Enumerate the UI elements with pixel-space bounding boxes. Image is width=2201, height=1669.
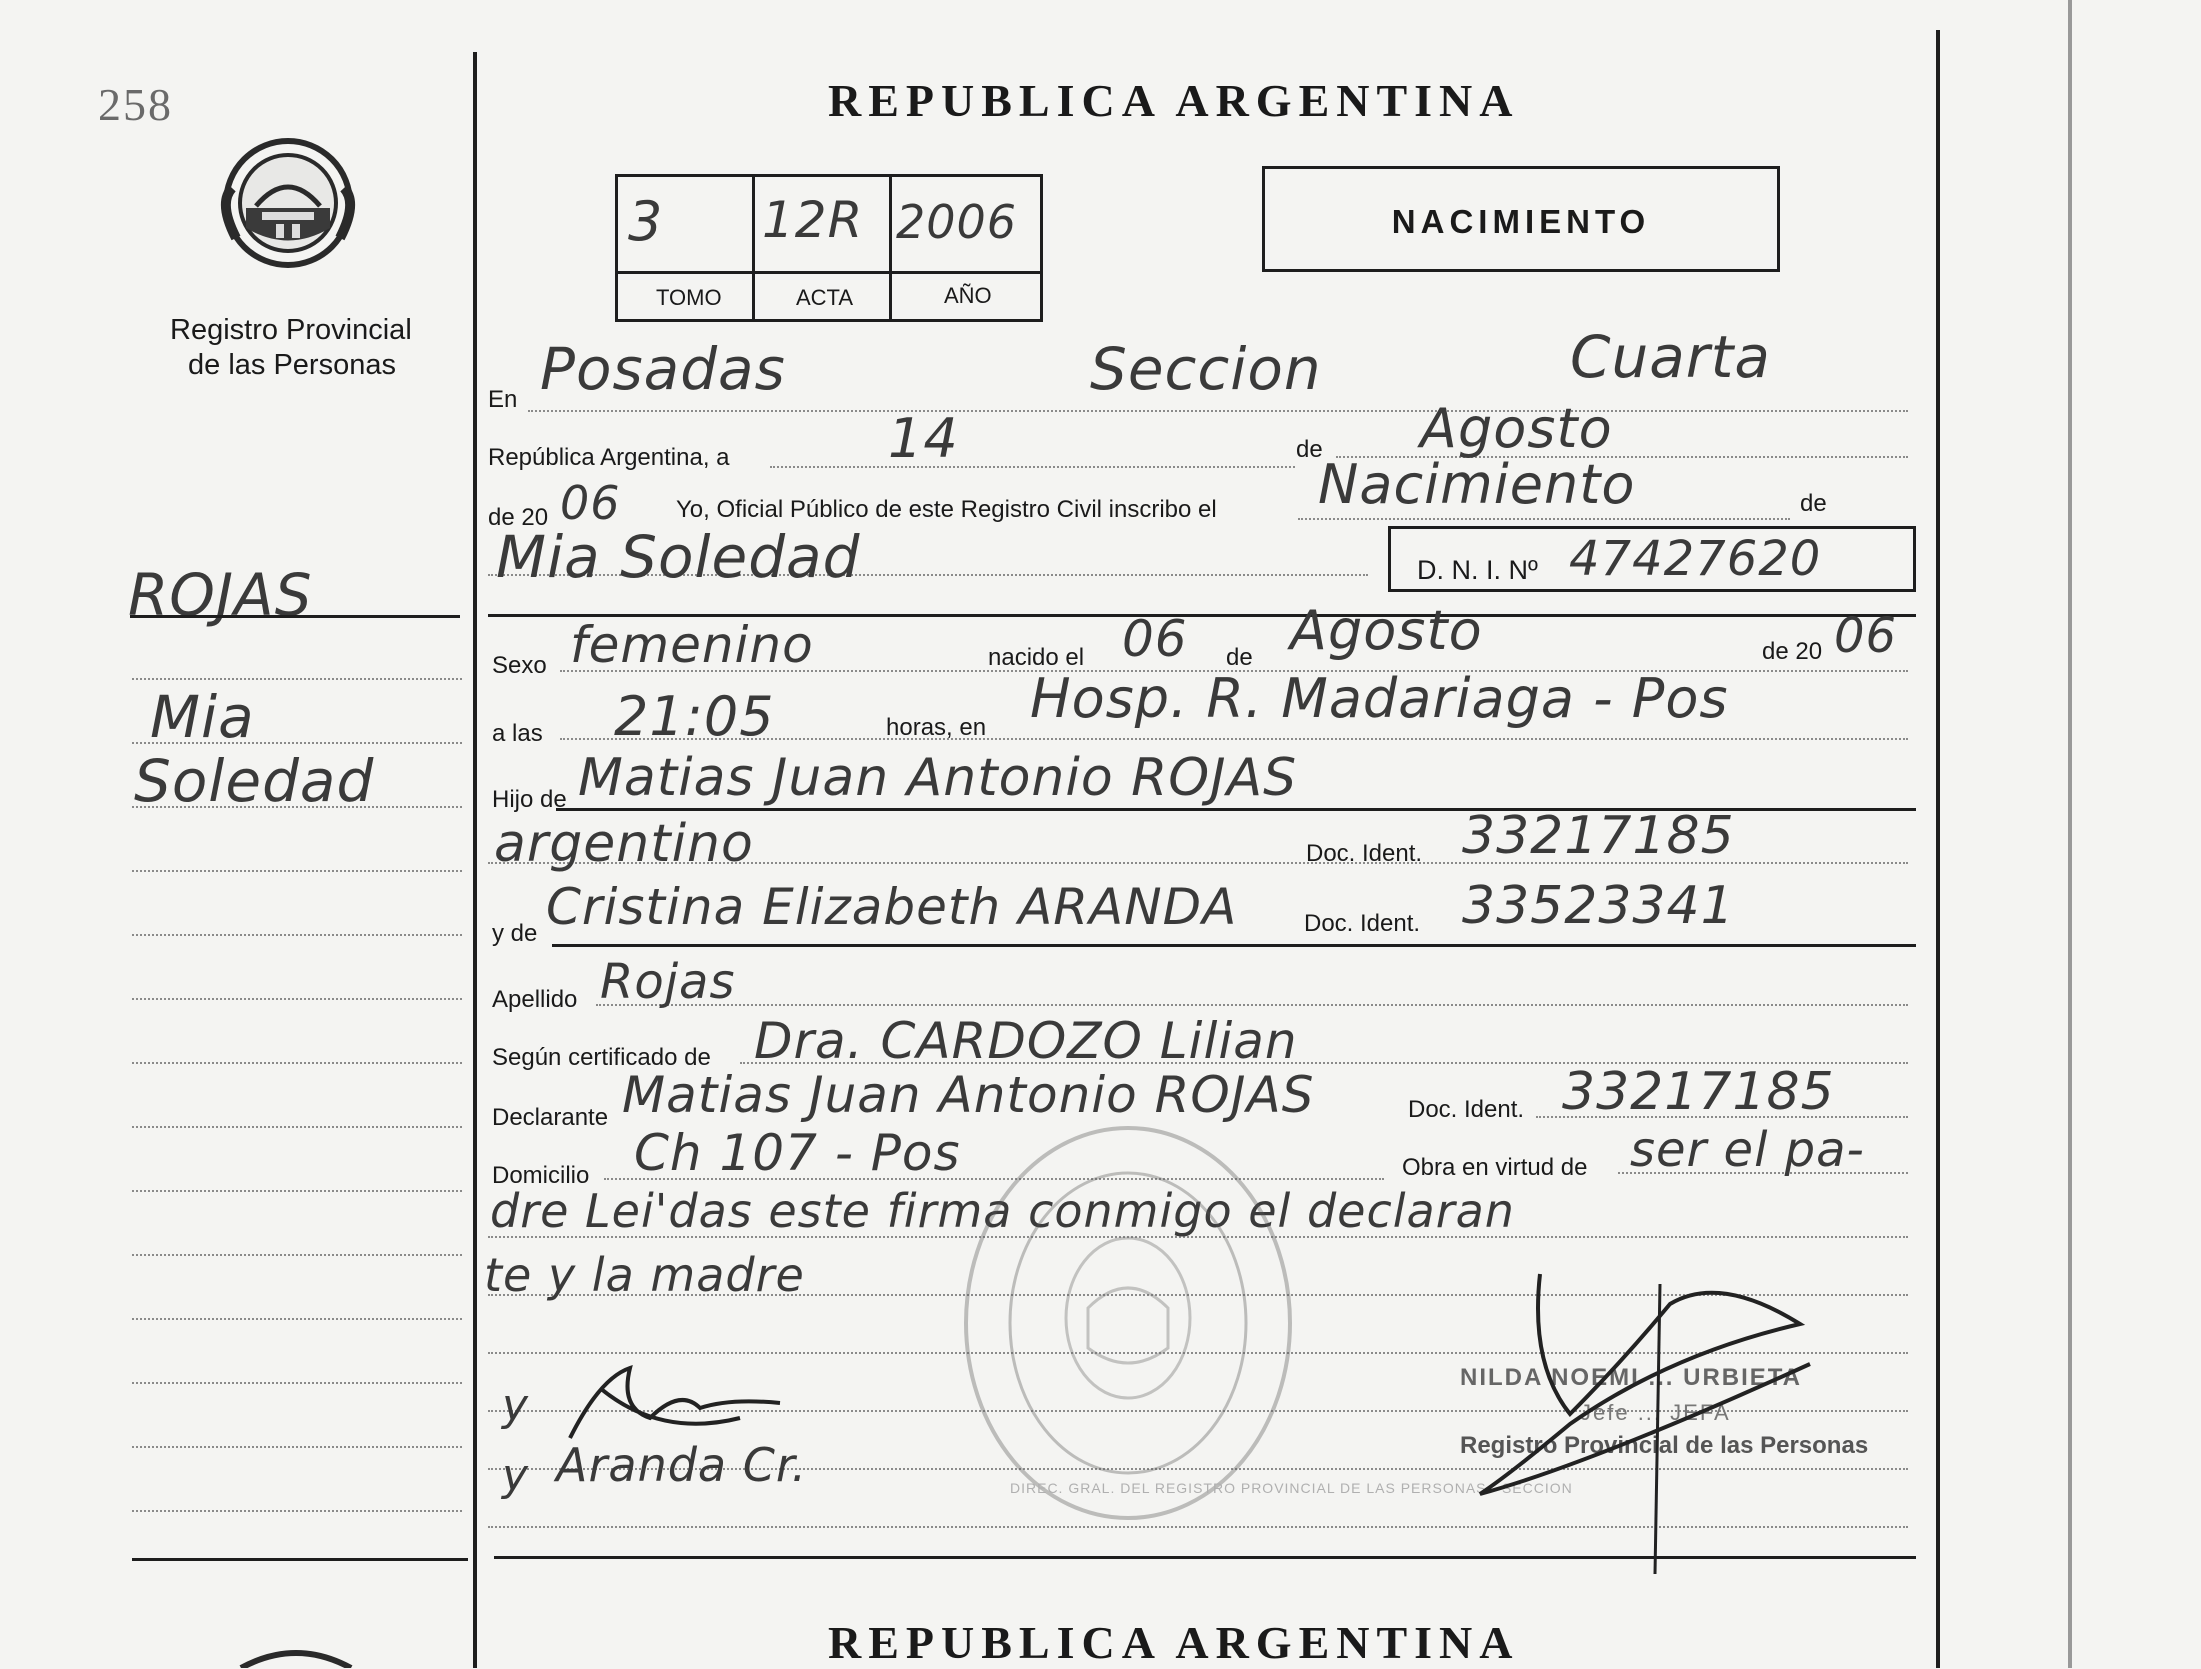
certificado-label: Según certificado de — [492, 1044, 711, 1071]
anio-label: AÑO — [944, 283, 992, 308]
yo-label: Yo, Oficial Público de este Registro Civil inscribo el — [676, 496, 1217, 523]
certificado-value: Dra. CARDOZO Lilian — [754, 1012, 1298, 1070]
registry-stamp-icon — [958, 1118, 1298, 1528]
dni-box — [1388, 526, 1916, 592]
page-edge — [2068, 0, 2072, 1668]
sexo-value: femenino — [570, 616, 814, 674]
margin-dotted-rule — [132, 678, 462, 680]
margin-dotted-rule — [132, 934, 462, 936]
header-title: REPUBLICA ARGENTINA — [828, 75, 1520, 126]
margin-rule — [130, 615, 460, 618]
provincial-seal-icon — [218, 128, 358, 278]
margin-dotted-rule — [132, 1318, 462, 1320]
republica-label: República Argentina, a — [488, 444, 730, 471]
de-label-3: de — [1226, 644, 1253, 671]
apellido-value: Rojas — [600, 954, 736, 1010]
margin-dotted-rule — [132, 1190, 462, 1192]
margin-dotted-rule — [132, 742, 462, 744]
obra-label: Obra en virtud de — [1402, 1154, 1588, 1181]
sexo-label: Sexo — [492, 652, 547, 679]
declarante-doc: 33217185 — [1562, 1062, 1835, 1122]
nacido-dia: 06 — [1122, 610, 1188, 668]
dni-value: 47427620 — [1569, 531, 1822, 587]
page-number: 258 — [98, 79, 173, 130]
official-signature-icon — [1470, 1244, 1870, 1584]
record-id-box — [615, 174, 1043, 322]
declarante-label: Declarante — [492, 1104, 609, 1131]
domicilio-value: Ch 107 - Pos — [634, 1124, 961, 1182]
margin-dotted-rule — [132, 870, 462, 872]
footer-title: REPUBLICA ARGENTINA — [828, 1617, 1520, 1668]
margin-name-line2: Soledad — [134, 747, 375, 815]
margin-dotted-rule — [132, 1446, 462, 1448]
en-value: Posadas — [540, 335, 786, 403]
mes-value: Agosto — [1420, 397, 1613, 460]
apellido-label: Apellido — [492, 986, 578, 1013]
cuarta-value: Cuarta — [1570, 323, 1771, 391]
margin-dotted-rule — [132, 1382, 462, 1384]
hora-value: 21:05 — [614, 685, 775, 748]
obra-value: ser el pa- — [1630, 1122, 1865, 1178]
declarante-doc-label: Doc. Ident. — [1408, 1096, 1525, 1123]
nacido-anio: 06 — [1834, 608, 1898, 664]
dni-label: D. N. I. Nº — [1417, 555, 1538, 585]
right-border — [1936, 30, 1940, 1668]
margin-bottom-rule — [132, 1558, 468, 1561]
nombre-value: Mia Soledad — [496, 523, 861, 591]
margin-dotted-rule — [132, 1062, 462, 1064]
nacido-label: nacido el — [988, 644, 1085, 671]
padre-value: Matias Juan Antonio ROJAS — [578, 748, 1298, 808]
signature-1-mark: y — [502, 1380, 530, 1431]
official-org: Registro Provincial de las Personas — [1460, 1432, 1869, 1459]
margin-surname: ROJAS — [128, 561, 313, 629]
anio-value: 2006 — [896, 195, 1018, 249]
registry-name-line2: de las Personas — [188, 349, 396, 381]
official-name: NILDA NOEMI ... URBIETA — [1460, 1364, 1802, 1391]
madre-doc-label: Doc. Ident. — [1304, 910, 1421, 937]
observaciones-line2: te y la madre — [484, 1248, 805, 1302]
declarante-value: Matias Juan Antonio ROJAS — [622, 1066, 1315, 1124]
acta-value: 12R — [762, 191, 864, 249]
de20-label-2: de 20 — [1762, 638, 1823, 665]
lugar-value: Hosp. R. Madariaga - Pos — [1030, 667, 1729, 730]
margin-dotted-rule — [132, 1254, 462, 1256]
margin-dotted-rule — [132, 806, 462, 808]
anio-field-value: 06 — [560, 476, 621, 530]
seccion-value: Seccion — [1090, 335, 1322, 403]
record-type-box — [1262, 166, 1780, 272]
de-label: de — [1296, 436, 1323, 463]
tomo-value: 3 — [628, 190, 664, 253]
alas-label: a las — [492, 720, 543, 747]
left-column-border — [473, 52, 477, 1668]
stamp-text: DIREC. GRAL. DEL REGISTRO PROVINCIAL DE LAS PERSONAS - SECCION — [1010, 1480, 1573, 1496]
madre-doc: 33523341 — [1462, 876, 1735, 936]
madre-value: Cristina Elizabeth ARANDA — [546, 878, 1238, 936]
en-label: En — [488, 386, 518, 413]
nacido-mes: Agosto — [1290, 599, 1483, 662]
tomo-label: TOMO — [656, 285, 722, 310]
yde-label: y de — [492, 920, 538, 947]
hijo-label: Hijo de — [492, 786, 567, 813]
horas-label: horas, en — [886, 714, 987, 741]
de20-label: de 20 — [488, 504, 549, 531]
record-type: NACIMIENTO — [1391, 203, 1651, 240]
signature-2-mark: y — [502, 1450, 530, 1501]
margin-dotted-rule — [132, 1126, 462, 1128]
nacionalidad-value: argentino — [494, 814, 754, 874]
official-title: Jefe ... JEFA — [1580, 1400, 1731, 1425]
padre-doc: 33217185 — [1462, 806, 1735, 866]
observaciones-line1: dre Lei'das este firma conmigo el declaran — [490, 1184, 1515, 1238]
registry-name-line1: Registro Provincial — [170, 314, 412, 346]
margin-name-line1: Mia — [150, 683, 255, 751]
margin-dotted-rule — [132, 998, 462, 1000]
footer-seal-icon — [236, 1648, 356, 1668]
inscribo-value: Nacimiento — [1318, 453, 1636, 516]
margin-dotted-rule — [132, 1510, 462, 1512]
de-label-2: de — [1800, 490, 1827, 517]
dia-value: 14 — [888, 407, 959, 470]
acta-label: ACTA — [796, 285, 854, 310]
padre-doc-label: Doc. Ident. — [1306, 840, 1423, 867]
signature-2-text: Aranda Cr. — [556, 1438, 808, 1492]
domicilio-label: Domicilio — [492, 1162, 590, 1189]
